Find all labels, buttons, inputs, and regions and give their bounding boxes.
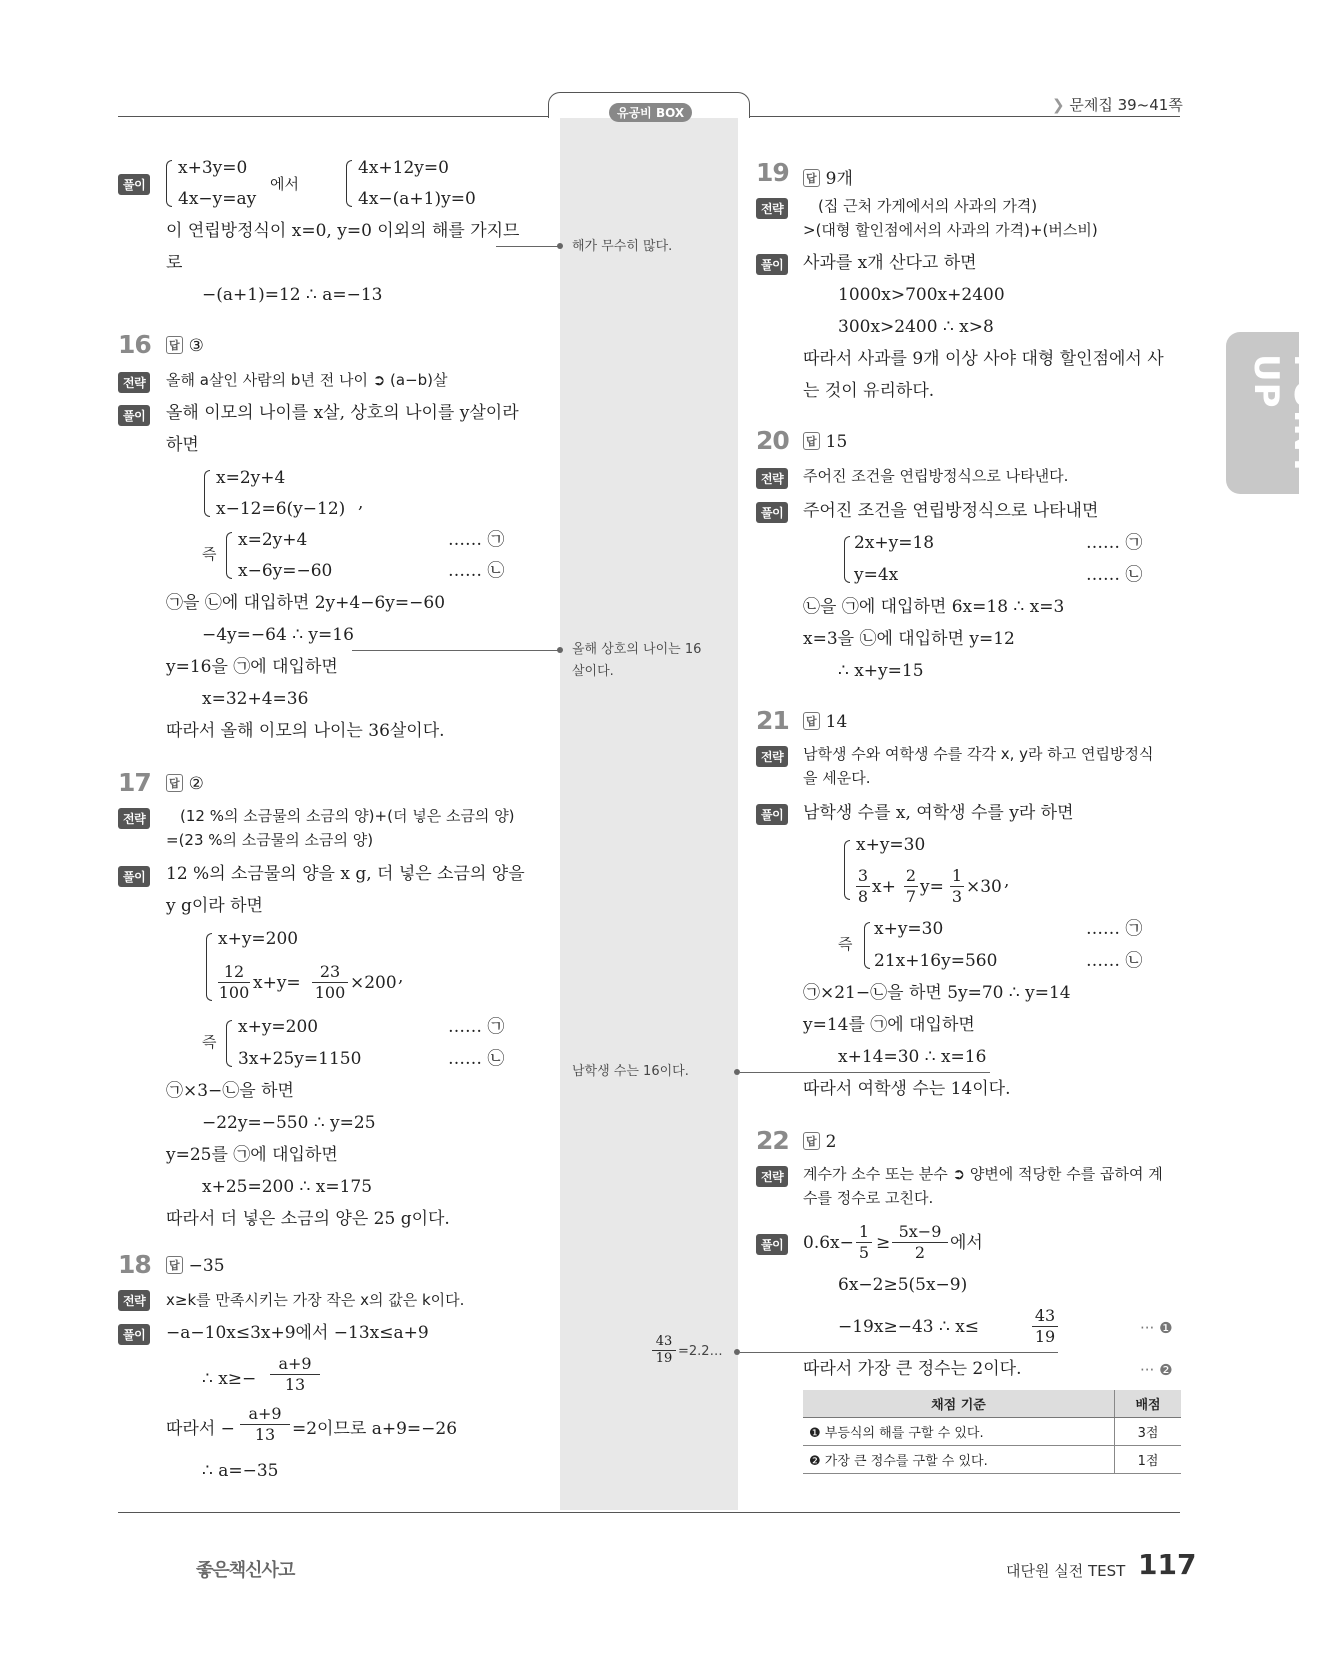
table-row [803, 1418, 1181, 1446]
text: 즉 [202, 1033, 217, 1051]
strategy-text: 을 세운다. [803, 769, 871, 787]
equation: x+y= [253, 973, 301, 993]
solution-line: ㉠×3−㉡을 하면 [166, 1081, 294, 1101]
question-number: 19 [756, 158, 789, 187]
pool-tag: 풀이 [756, 804, 788, 825]
solution-line: 따라서 여학생 수는 14이다. [803, 1079, 1011, 1099]
fraction: $\frac{2}{7}$ [905, 866, 917, 906]
equation: 4x−y=ay [178, 189, 257, 209]
equation: y= [920, 877, 944, 897]
answer: 답 15 [803, 432, 847, 452]
solution-line: 올해 이모의 나이를 x살, 상호의 나이를 y살이라 [166, 403, 519, 423]
fraction: $\frac{1}{5}$ [856, 1222, 872, 1263]
leader-dot [557, 243, 563, 249]
marker: …… ㉡ [1086, 951, 1143, 971]
marker: …… ㉡ [448, 1049, 505, 1069]
fraction: $\frac{5x-9}{2}$ [892, 1222, 948, 1263]
equation: 2x+y=18 [854, 533, 935, 553]
pool-tag: 풀이 [118, 866, 150, 887]
answer: 답 14 [803, 712, 847, 732]
brace [226, 532, 232, 579]
equation: x+y=30 [874, 919, 944, 939]
table-cell: 3점 [1115, 1418, 1182, 1446]
middle-note: 살이다. [572, 664, 614, 679]
solution-line: 6x−2≥5(5x−9) [838, 1275, 968, 1295]
scoring-table [803, 1390, 1181, 1474]
solution-line: ≥ [876, 1233, 891, 1253]
equation: 21x+16y=560 [874, 951, 998, 971]
solution-line: x=32+4=36 [202, 689, 309, 709]
solution-line: 이 연립방정식이 x=0, y=0 이외의 해를 가지므 [166, 221, 520, 241]
solution-line: ∴ x≥− [202, 1369, 257, 1389]
middle-note: 올해 상호의 나이는 16 [572, 642, 702, 657]
equation: 4x+12y=0 [358, 158, 449, 178]
comma: , [358, 493, 364, 513]
middle-note: 해가 무수히 많다. [572, 239, 673, 254]
page-number: 117 [1138, 1548, 1197, 1581]
strategy-text: 수를 정수로 고친다. [803, 1189, 934, 1207]
strategy-text: 올해 a살인 사람의 b년 전 나이 ➲ (a−b)살 [166, 371, 448, 389]
strategy-text: 주어진 조건을 연립방정식으로 나타낸다. [803, 467, 1069, 485]
answer: 답 9개 [803, 164, 853, 189]
solution-line: ㉠을 ㉡에 대입하면 2y+4−6y=−60 [166, 593, 446, 613]
equation: x+3y=0 [178, 158, 248, 178]
pool-tag: 풀이 [118, 1324, 150, 1345]
step-marker: ··· ❶ [1140, 1319, 1173, 1337]
brace [226, 1020, 232, 1067]
solution-line: x=3을 ㉡에 대입하면 y=12 [803, 629, 1015, 649]
answer: 답 ③ [166, 336, 204, 356]
solution-line: 12 %의 소금물의 양을 x g, 더 넣은 소금의 양을 [166, 864, 525, 884]
brace [864, 922, 870, 969]
strategy-tag: 전략 [118, 808, 150, 829]
strategy-text: >(대형 할인점에서의 사과의 가격)+(버스비) [803, 221, 1098, 239]
table-header: 채점 기준 [803, 1390, 1115, 1418]
strategy-text: (12 %의 소금물의 소금의 양)+(더 넣은 소금의 양) [180, 807, 515, 825]
text: 에서 [270, 175, 299, 193]
equation: x−12=6(y−12) [216, 499, 346, 519]
equation: x+y=30 [856, 835, 926, 855]
solution-line: 따라서 더 넣은 소금의 양은 25 g이다. [166, 1209, 450, 1229]
solution-line: 따라서 − [166, 1419, 235, 1439]
equation: x+y=200 [238, 1017, 319, 1037]
solution-line: −(a+1)=12 ∴ a=−13 [202, 285, 383, 305]
solution-line: y=14를 ㉠에 대입하면 [803, 1015, 975, 1035]
solution-line: y=25를 ㉠에 대입하면 [166, 1145, 338, 1165]
chevron-right-icon: ❯ [1052, 96, 1065, 114]
solution-line: 에서 [950, 1233, 983, 1253]
equation: ×200 [350, 973, 397, 993]
fraction: $\frac{a+9}{13}$ [240, 1404, 290, 1445]
strategy-tag: 전략 [756, 468, 788, 489]
fraction: $\frac{23}{100}$ [312, 962, 348, 1003]
header-rule-right [748, 116, 1180, 117]
fraction: $\frac{43}{19}$ [1032, 1306, 1058, 1347]
fraction: $\frac{12}{100}$ [218, 962, 250, 1002]
box-label: 유공비 BOX [609, 103, 692, 122]
strategy-tag: 전략 [118, 1290, 150, 1311]
solution-line: −22y=−550 ∴ y=25 [202, 1113, 376, 1133]
leader-line [740, 1352, 1058, 1353]
solution-line: 1000x>700x+2400 [838, 285, 1005, 305]
strategy-text: 계수가 소수 또는 분수 ➲ 양변에 적당한 수를 곱하여 계 [803, 1165, 1163, 1183]
strategy-text: 남학생 수와 여학생 수를 각각 x, y라 하고 연립방정식 [803, 745, 1154, 763]
marker: …… ㉡ [1086, 565, 1143, 585]
brace [844, 840, 850, 900]
solution-line: =2이므로 a+9=−26 [292, 1419, 458, 1439]
equation: x+ [872, 877, 896, 897]
solution-line: 따라서 올해 이모의 나이는 36살이다. [166, 721, 445, 741]
strategy-text: =(23 %의 소금물의 소금의 양) [166, 831, 374, 849]
middle-note-column [560, 108, 738, 1510]
equation: 3x+25y=1150 [238, 1049, 362, 1069]
equation: ×30 [966, 877, 1002, 897]
pool-tag: 풀이 [118, 405, 150, 426]
step-marker: ··· ❷ [1140, 1361, 1173, 1379]
table-cell: ❷ 가장 큰 정수를 구할 수 있다. [803, 1446, 1115, 1474]
solution-line: ∴ x+y=15 [838, 661, 924, 681]
solution-line: x+14=30 ∴ x=16 [838, 1047, 987, 1067]
table-cell: 1점 [1115, 1446, 1182, 1474]
brace [204, 470, 210, 517]
footer-section: 대단원 실전 TEST [1006, 1562, 1126, 1580]
answer: 답 ② [166, 774, 204, 794]
solution-line: 는 것이 유리하다. [803, 381, 935, 401]
equation: x=2y+4 [238, 530, 308, 550]
footer-brand: 좋은책신사고 [196, 1560, 295, 1581]
brace [206, 933, 212, 1001]
solution-line: ㉠×21−㉡을 하면 5y=70 ∴ y=14 [803, 983, 1071, 1003]
brace [844, 536, 850, 583]
table-header: 배점 [1115, 1390, 1182, 1418]
strategy-tag: 전략 [756, 746, 788, 767]
middle-note: =2.2… [678, 1344, 723, 1359]
solution-line: 로 [166, 253, 183, 273]
equation: 4x−(a+1)y=0 [358, 189, 476, 209]
solution-line: 하면 [166, 435, 199, 455]
question-number: 20 [756, 426, 789, 455]
footer-rule [118, 1512, 1180, 1513]
solution-line: 사과를 x개 산다고 하면 [803, 253, 977, 273]
marker: …… ㉠ [1086, 533, 1143, 553]
leader-line [496, 246, 558, 247]
solution-line: 따라서 사과를 9개 이상 사야 대형 할인점에서 사 [803, 349, 1164, 369]
leader-dot [557, 647, 563, 653]
header-rule-left [118, 116, 558, 117]
solution-line: ∴ a=−35 [202, 1461, 279, 1481]
middle-note: 남학생 수는 16이다. [572, 1064, 689, 1079]
text: 즉 [202, 545, 217, 563]
solution-line: y=16을 ㉠에 대입하면 [166, 657, 338, 677]
pool-tag: 풀이 [118, 174, 150, 195]
fraction: $\frac{43}{19}$ [652, 1334, 676, 1367]
equation: x=2y+4 [216, 468, 286, 488]
strategy-tag: 전략 [756, 1166, 788, 1187]
answer: 답 −35 [166, 1256, 225, 1276]
fraction: $\frac{a+9}{13}$ [270, 1354, 320, 1395]
pool-tag: 풀이 [756, 502, 788, 523]
solution-line: 0.6x− [803, 1233, 854, 1253]
strategy-text: (집 근처 가게에서의 사과의 가격) [818, 197, 1038, 215]
equation: x+y=200 [218, 929, 299, 949]
strategy-tag: 전략 [756, 198, 788, 219]
marker: …… ㉠ [448, 1017, 505, 1037]
comma: , [398, 967, 404, 987]
solution-line: −a−10x≤3x+9에서 −13x≤a+9 [166, 1323, 429, 1343]
solution-line: y g이라 하면 [166, 896, 263, 916]
table-cell: ❶ 부등식의 해를 구할 수 있다. [803, 1418, 1115, 1446]
point-up-label: POINT UP [1246, 354, 1326, 478]
marker: …… ㉡ [448, 561, 505, 581]
question-number: 18 [118, 1250, 151, 1279]
solution-line: 300x>2400 ∴ x>8 [838, 317, 994, 337]
pool-tag: 풀이 [756, 1234, 788, 1255]
leader-line [740, 1072, 990, 1073]
question-number: 16 [118, 330, 151, 359]
solution-line: 남학생 수를 x, 여학생 수를 y라 하면 [803, 803, 1074, 823]
answer: 답 2 [803, 1132, 836, 1152]
solution-line: −4y=−64 ∴ y=16 [202, 625, 354, 645]
table-row [803, 1446, 1181, 1474]
comma: , [1004, 871, 1010, 891]
solution-line: ㉡을 ㉠에 대입하면 6x=18 ∴ x=3 [803, 597, 1065, 617]
brace [166, 160, 172, 207]
fraction: $\frac{1}{3}$ [951, 866, 963, 906]
strategy-text: x≥k를 만족시키는 가장 작은 x의 값은 k이다. [166, 1291, 465, 1309]
fraction: $\frac{3}{8}$ [857, 866, 869, 906]
equation: y=4x [854, 565, 899, 585]
question-number: 21 [756, 706, 789, 735]
strategy-tag: 전략 [118, 372, 150, 393]
text: 즉 [838, 935, 853, 953]
solution-line: x+25=200 ∴ x=175 [202, 1177, 373, 1197]
pool-tag: 풀이 [756, 254, 788, 275]
equation: x−6y=−60 [238, 561, 333, 581]
solution-line: 따라서 가장 큰 정수는 2이다. [803, 1359, 1022, 1379]
marker: …… ㉠ [448, 530, 505, 550]
brace [346, 160, 352, 207]
question-number: 17 [118, 768, 151, 797]
solution-line: 주어진 조건을 연립방정식으로 나타내면 [803, 501, 1099, 521]
solution-line: −19x≥−43 ∴ x≤ [838, 1317, 980, 1337]
point-up-tab [1226, 332, 1326, 494]
leader-line [352, 650, 558, 651]
reference-text: ❯ 문제집 39~41쪽 [1052, 96, 1183, 114]
marker: …… ㉠ [1086, 919, 1143, 939]
question-number: 22 [756, 1126, 789, 1155]
